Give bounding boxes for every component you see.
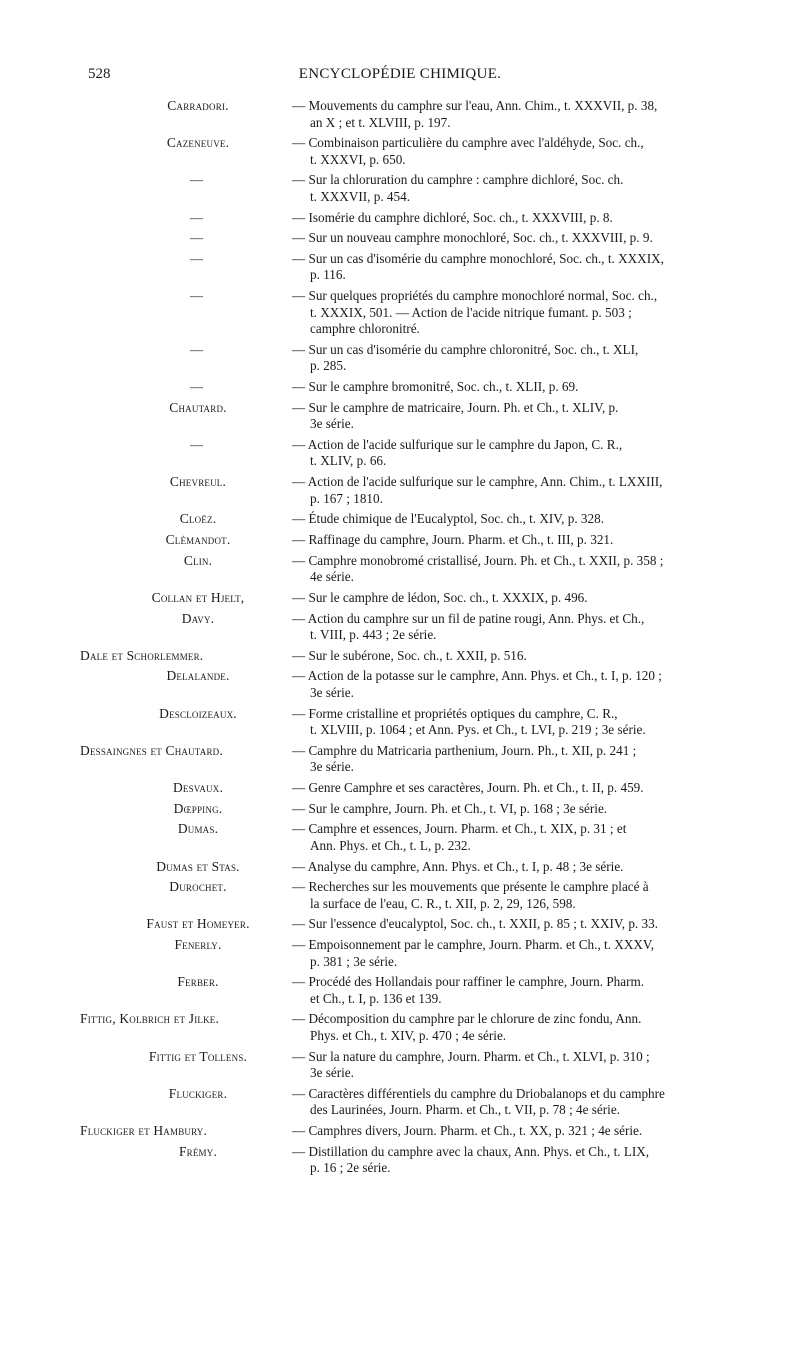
entry-reference: [292, 98, 768, 131]
entry-author: Dessaingnes et Chautard.: [80, 742, 223, 758]
reference-line: 3e série.: [310, 1065, 354, 1081]
entry-author: Chautard.: [169, 399, 227, 415]
running-title: ENCYCLOPÉDIE CHIMIQUE.: [298, 66, 502, 82]
entry-author: Faust et Homeyer.: [146, 916, 250, 932]
entry-reference: [292, 342, 768, 375]
entry-reference: [292, 974, 768, 1007]
entry-author: Dumas et Stas.: [156, 858, 240, 874]
reference-line: p. 167 ; 1810.: [310, 490, 383, 506]
reference-line: — Procédé des Hollandais pour raffiner le camphre, Journ. Pharm.: [292, 974, 645, 990]
bibliography-entry: [0, 230, 800, 247]
reference-line: — Sur le camphre de matricaire, Journ. Ph. et Ch., t. XLIV, p.: [292, 399, 619, 415]
bibliography-entry: [0, 1086, 800, 1119]
reference-line: 3e série.: [310, 416, 354, 432]
reference-line: t. XXXIX, 501. — Action de l'acide nitrique fumant. p. 503 ;: [310, 304, 632, 320]
entry-reference: [292, 648, 768, 665]
ditto-mark: —: [190, 250, 203, 266]
ditto-mark: —: [190, 288, 203, 304]
bibliography-list: [0, 98, 800, 1181]
reference-line: — Sur le camphre de lédon, Soc. ch., t. XXXIX, p. 496.: [292, 589, 588, 605]
bibliography-entry: [0, 1049, 800, 1082]
bibliography-entry: [0, 937, 800, 970]
reference-line: p. 285.: [310, 358, 347, 374]
entry-reference: [292, 172, 768, 205]
entry-reference: [292, 210, 768, 227]
bibliography-entry: [0, 648, 800, 665]
bibliography-entry: [0, 668, 800, 701]
bibliography-entry: [0, 879, 800, 912]
reference-line: p. 116.: [310, 267, 346, 283]
bibliography-entry: [0, 98, 800, 131]
entry-author: Fittig et Tollens.: [148, 1048, 248, 1064]
bibliography-entry: [0, 1123, 800, 1140]
entry-reference: [292, 706, 768, 739]
bibliography-entry: [0, 1144, 800, 1177]
bibliography-entry: [0, 916, 800, 933]
reference-line: et Ch., t. I, p. 136 et 139.: [310, 990, 442, 1006]
reference-line: — Sur un cas d'isomérie du camphre chloronitré, Soc. ch., t. XLI,: [292, 341, 639, 357]
reference-line: la surface de l'eau, C. R., t. XII, p. 2, 29, 126, 598.: [310, 895, 576, 911]
entry-reference: [292, 400, 768, 433]
reference-line: — Action de l'acide sulfurique sur le camphre du Japon, C. R.,: [292, 436, 623, 452]
reference-line: p. 16 ; 2e série.: [310, 1160, 391, 1176]
bibliography-entry: [0, 590, 800, 607]
entry-author: Davy.: [181, 610, 215, 626]
reference-line: 4e série.: [310, 569, 354, 585]
ditto-mark: —: [190, 341, 203, 357]
entry-author: Durochet.: [169, 879, 227, 895]
reference-line: — Camphre du Matricaria parthenium, Journ. Ph., t. XII, p. 241 ;: [292, 742, 637, 758]
entry-author: Delalande.: [166, 668, 230, 684]
reference-line: — Distillation du camphre avec la chaux, Ann. Phys. et Ch., t. LIX,: [292, 1143, 650, 1159]
reference-line: — Caractères différentiels du camphre du Driobalanops et du camphre: [292, 1085, 665, 1101]
entry-reference: [292, 553, 768, 586]
bibliography-entry: [0, 743, 800, 776]
entry-author: Fenerly.: [174, 937, 222, 953]
reference-line: — Action du camphre sur un fil de patine rougi, Ann. Phys. et Ch.,: [292, 610, 645, 626]
reference-line: — Sur un cas d'isomérie du camphre monochloré, Soc. ch., t. XXXIX,: [292, 250, 664, 266]
entry-author: Cloëz.: [179, 511, 217, 527]
reference-line: — Sur le subérone, Soc. ch., t. XXII, p. 516.: [292, 647, 527, 663]
reference-line: — Genre Camphre et ses caractères, Journ. Ph. et Ch., t. II, p. 459.: [292, 779, 644, 795]
reference-line: — Mouvements du camphre sur l'eau, Ann. Chim., t. XXXVII, p. 38,: [292, 98, 658, 113]
bibliography-entry: [0, 437, 800, 470]
entry-reference: [292, 1123, 768, 1140]
entry-reference: [292, 1011, 768, 1044]
reference-line: an X ; et t. XLVIII, p. 197.: [310, 114, 451, 130]
bibliography-entry: [0, 251, 800, 284]
ditto-mark: —: [190, 436, 203, 452]
entry-reference: [292, 590, 768, 607]
entry-reference: [292, 511, 768, 528]
entry-reference: [292, 251, 768, 284]
entry-author: Desvaux.: [172, 779, 224, 795]
reference-line: 3e série.: [310, 759, 354, 775]
ditto-mark: —: [190, 172, 203, 188]
reference-line: — Raffinage du camphre, Journ. Pharm. et Ch., t. III, p. 321.: [292, 531, 614, 547]
reference-line: p. 381 ; 3e série.: [310, 953, 398, 969]
reference-line: — Camphres divers, Journ. Pharm. et Ch., t. XX, p. 321 ; 4e série.: [292, 1123, 643, 1138]
reference-line: — Sur le camphre bromonitré, Soc. ch., t. XLII, p. 69.: [292, 379, 579, 394]
bibliography-entry: [0, 821, 800, 854]
reference-line: — Étude chimique de l'Eucalyptol, Soc. ch., t. XIV, p. 328.: [292, 511, 604, 527]
entry-reference: [292, 859, 768, 876]
reference-line: — Analyse du camphre, Ann. Phys. et Ch., t. I, p. 48 ; 3e série.: [292, 858, 624, 874]
entry-author: Carradori.: [167, 98, 229, 113]
entry-reference: [292, 230, 768, 247]
entry-reference: [292, 668, 768, 701]
entry-reference: [292, 532, 768, 549]
bibliography-entry: [0, 288, 800, 338]
entry-reference: [292, 937, 768, 970]
ditto-mark: —: [190, 209, 203, 225]
reference-line: — Recherches sur les mouvements que présente le camphre placé à: [292, 879, 649, 895]
ditto-mark: —: [190, 230, 203, 246]
entry-author: Fluckiger.: [168, 1085, 228, 1101]
reference-line: t. XXXVI, p. 650.: [310, 151, 406, 167]
entry-reference: [292, 474, 768, 507]
reference-line: — Camphre monobromé cristallisé, Journ. Ph. et Ch., t. XXII, p. 358 ;: [292, 552, 664, 568]
reference-line: — Sur l'essence d'eucalyptol, Soc. ch., t. XXII, p. 85 ; t. XXIV, p. 33.: [292, 916, 659, 932]
reference-line: — Camphre et essences, Journ. Pharm. et Ch., t. XIX, p. 31 ; et: [292, 821, 627, 837]
entry-author: Fluckiger et Hambury.: [80, 1123, 208, 1138]
reference-line: Ann. Phys. et Ch., t. L, p. 232.: [310, 837, 471, 853]
page-header: [0, 66, 800, 86]
entry-reference: [292, 1086, 768, 1119]
entry-reference: [292, 135, 768, 168]
bibliography-entry: [0, 1011, 800, 1044]
entry-reference: [292, 780, 768, 797]
reference-line: — Combinaison particulière du camphre avec l'aldéhyde, Soc. ch.,: [292, 135, 644, 151]
entry-reference: [292, 879, 768, 912]
bibliography-entry: [0, 780, 800, 797]
bibliography-entry: [0, 553, 800, 586]
reference-line: — Sur quelques propriétés du camphre monochloré normal, Soc. ch.,: [292, 288, 658, 304]
bibliography-entry: [0, 135, 800, 168]
bibliography-entry: [0, 342, 800, 375]
bibliography-entry: [0, 379, 800, 396]
bibliography-entry: [0, 474, 800, 507]
reference-line: des Laurinées, Journ. Pharm. et Ch., t. VII, p. 78 ; 4e série.: [310, 1102, 620, 1118]
entry-author: Dœpping.: [173, 800, 223, 816]
reference-line: — Décomposition du camphre par le chlorure de zinc fondu, Ann.: [292, 1011, 642, 1027]
entry-author: Dale et Schorlemmer.: [80, 647, 204, 663]
reference-line: — Sur le camphre, Journ. Ph. et Ch., t. VI, p. 168 ; 3e série.: [292, 800, 608, 816]
entry-author: Fittig, Kolbrich et Jilke.: [80, 1011, 220, 1027]
reference-line: — Action de l'acide sulfurique sur le camphre, Ann. Chim., t. LXXIII,: [292, 474, 663, 490]
reference-line: t. XLVIII, p. 1064 ; et Ann. Pys. et Ch., t. LVI, p. 219 ; 3e série.: [310, 722, 646, 738]
reference-line: — Sur un nouveau camphre monochloré, Soc. ch., t. XXXVIII, p. 9.: [292, 230, 653, 246]
entry-reference: [292, 379, 768, 396]
bibliography-entry: [0, 974, 800, 1007]
entry-author: Clin.: [183, 552, 213, 568]
bibliography-entry: [0, 801, 800, 818]
bibliography-entry: [0, 511, 800, 528]
reference-line: — Isomérie du camphre dichloré, Soc. ch., t. XXXVIII, p. 8.: [292, 209, 613, 225]
bibliography-entry: [0, 611, 800, 644]
bibliography-entry: [0, 172, 800, 205]
entry-reference: [292, 1144, 768, 1177]
reference-line: t. XXXVII, p. 454.: [310, 188, 410, 204]
entry-author: Cazeneuve.: [166, 135, 230, 151]
bibliography-entry: [0, 210, 800, 227]
entry-author: Dumas.: [177, 821, 219, 837]
reference-line: t. VIII, p. 443 ; 2e série.: [310, 627, 437, 642]
entry-author: Ferber.: [177, 974, 219, 990]
bibliography-entry: [0, 532, 800, 549]
entry-reference: [292, 916, 768, 933]
reference-line: — Sur la chloruration du camphre : camphre dichloré, Soc. ch.: [292, 172, 624, 188]
bibliography-entry: [0, 400, 800, 433]
bibliography-entry: [0, 859, 800, 876]
entry-author: Chevreul.: [169, 474, 227, 490]
reference-line: t. XLIV, p. 66.: [310, 453, 387, 469]
entry-reference: [292, 611, 768, 644]
reference-line: — Forme cristalline et propriétés optiques du camphre, C. R.,: [292, 705, 618, 721]
reference-line: Phys. et Ch., t. XIV, p. 470 ; 4e série.: [310, 1027, 507, 1043]
entry-author: Clémandot.: [165, 531, 231, 547]
entry-author: Descloizeaux.: [159, 705, 237, 721]
entry-reference: [292, 743, 768, 776]
reference-line: — Empoisonnement par le camphre, Journ. Pharm. et Ch., t. XXXV,: [292, 937, 654, 953]
ditto-mark: —: [190, 379, 203, 394]
entry-reference: [292, 821, 768, 854]
reference-line: 3e série.: [310, 684, 354, 700]
entry-reference: [292, 288, 768, 338]
reference-line: — Action de la potasse sur le camphre, Ann. Phys. et Ch., t. I, p. 120 ;: [292, 668, 662, 684]
entry-reference: [292, 1049, 768, 1082]
page-number: 528: [88, 66, 111, 82]
bibliography-entry: [0, 706, 800, 739]
reference-line: — Sur la nature du camphre, Journ. Pharm. et Ch., t. XLVI, p. 310 ;: [292, 1048, 650, 1064]
entry-reference: [292, 437, 768, 470]
entry-author: Frémy.: [178, 1143, 218, 1159]
reference-line: camphre chloronitré.: [310, 321, 420, 337]
entry-reference: [292, 801, 768, 818]
entry-author: Collan et Hjelt,: [151, 589, 245, 605]
